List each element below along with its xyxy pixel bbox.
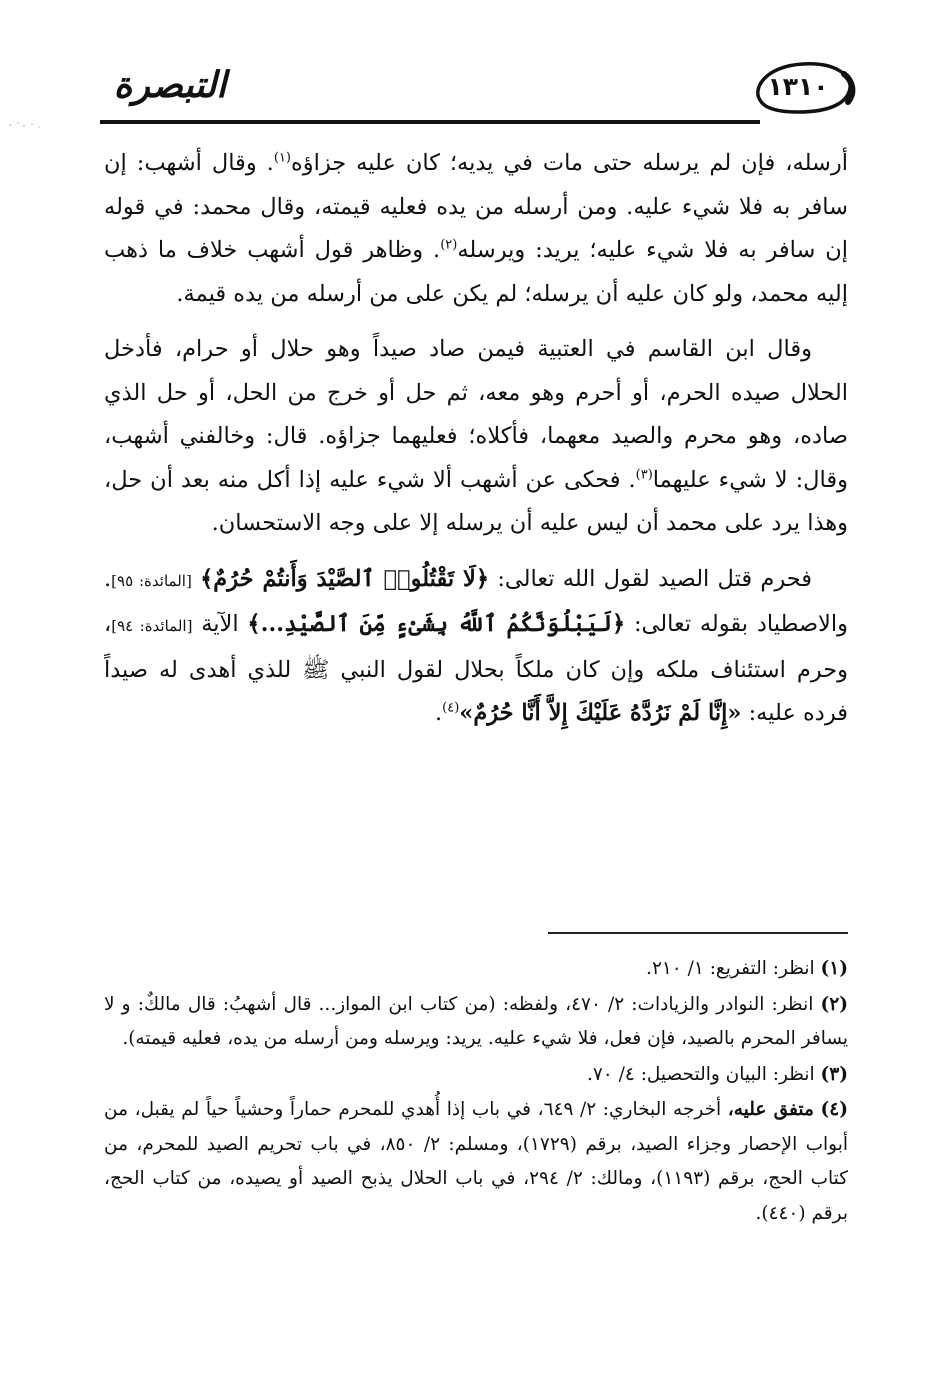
footnote-text: أخرجه البخاري: ٢/ ٦٤٩، في باب إذا أُهدي للمحرم حماراً وحشياً حياً لم يقبل، من أبواب الإحصار وجزاء الصيد، برقم (١٧٢٩)، ومسلم: ٢/ ٨٥٠، في باب تحريم الصيد للمحرم، من كتاب الحج، برقم (١١٩٣)، ومالك: ٢/ ٢٩٤، في باب الحلال يذبح الصيد أو يصيده، من كتاب الحج، برقم (٤٤٠). bbox=[104, 1099, 849, 1224]
scan-margin-specks bbox=[6, 115, 48, 135]
verse-reference-1: [المائدة: ٩٥] bbox=[111, 571, 192, 590]
paragraph-1-part-a: أرسله، فإن لم يرسله حتى مات في يديه؛ كان عليه جزاؤه bbox=[290, 150, 849, 176]
footnote-text: انظر: البيان والتحصيل: ٤/ ٧٠. bbox=[586, 1063, 815, 1085]
hadith-quote-open: « bbox=[727, 700, 742, 726]
paragraph-2 bbox=[104, 328, 848, 546]
quran-verse-1: لَا تَقْتُلُوا۟ ٱلصَّيْدَ وَأَنتُمْ حُرُمٌ bbox=[213, 565, 476, 592]
hadith-text: إِنَّا لَمْ نَرُدَّهُ عَلَيْكَ إِلاَّ أَنَّا حُرُمٌ bbox=[473, 700, 728, 726]
footnote-ref-4[interactable]: (٤) bbox=[442, 700, 460, 716]
footnote-1 bbox=[104, 952, 848, 987]
footnotes bbox=[104, 952, 848, 1232]
paragraph-3 bbox=[104, 558, 848, 736]
page-number-badge bbox=[748, 58, 858, 116]
header-rule bbox=[100, 120, 760, 124]
paragraph-1-part-b: . وقال أشهب: إن سافر به فلا شيء عليه. ومن أرسله من يده فعليه قيمته، وقال محمد: في قوله إن سافر به فلا شيء عليه؛ يريد: ويرسله bbox=[104, 150, 849, 263]
footnote-ref-3[interactable]: (٣) bbox=[635, 467, 653, 482]
footnote-number: (١) bbox=[820, 958, 848, 979]
quran-bracket-close: ﴾ bbox=[200, 565, 214, 592]
footnote-lead: متفق عليه، bbox=[727, 1099, 814, 1120]
quran-verse-2: لَيَبْلُوَنَّكُمُ ٱللَّهُ بِشَىْءٍ مِّنَ ٱلصَّيْدِ... bbox=[260, 611, 612, 637]
hadith-quote-close: » bbox=[459, 700, 474, 726]
paragraph-gap bbox=[104, 316, 848, 328]
quran-bracket-open: ﴿ bbox=[475, 565, 490, 592]
paragraph-3-part-a: فحرم قتل الصيد لقول الله تعالى: bbox=[497, 565, 813, 592]
verse-label: الآية bbox=[201, 611, 239, 637]
paragraph-gap bbox=[104, 546, 848, 558]
verse-reference-2: [المائدة: ٩٤] bbox=[111, 617, 193, 635]
page-number: ١٣١٠ bbox=[767, 72, 829, 101]
footnote-ref-1[interactable]: (١) bbox=[273, 150, 291, 166]
main-text bbox=[104, 142, 848, 736]
footnote-number: (٣) bbox=[820, 1063, 848, 1085]
paragraph-1-part-c: . وظاهر قول أشهب خلاف ما ذهب إليه محمد، ولو كان عليه أن يرسله؛ لم يكن على من أرسله من يده قيمة. bbox=[104, 237, 848, 307]
paragraph-3-part-b: . والاصطياد بقوله تعالى: bbox=[104, 565, 849, 637]
footnote-3 bbox=[104, 1058, 848, 1093]
footnote-2 bbox=[104, 988, 848, 1057]
quran-bracket-open: ﴿ bbox=[611, 611, 626, 637]
footnote-4 bbox=[104, 1093, 848, 1231]
footnote-number: (٤) bbox=[820, 1099, 848, 1120]
footnote-number: (٢) bbox=[820, 993, 848, 1015]
footnote-text: انظر: التفريع: ١/ ٢١٠. bbox=[646, 958, 815, 979]
footnote-ref-2[interactable]: (٢) bbox=[440, 237, 458, 253]
paragraph-3-part-e: . bbox=[434, 700, 443, 726]
footnote-text: انظر: النوادر والزيادات: ٢/ ٤٧٠، ولفظه: (من كتاب ابن المواز... قال أشهبُ: قال مالكٌ: و لا يسافر المحرم بالصيد، فإن فعل، فلا شيء عليه. يريد: ويرسله ومن أرسله من يده، فعليه قيمته). bbox=[104, 993, 848, 1049]
paragraph-1 bbox=[104, 142, 848, 316]
paragraph-2-part-b: . فحكى عن أشهب ألا شيء عليه إذا أكل منه بعد أن حل، وهذا يرد على محمد أن ليس عليه أن يرسله إلا على وجه الاستحسان. bbox=[104, 466, 848, 536]
footnote-separator bbox=[548, 932, 848, 934]
paragraph-3-part-d: ، وحرم استئناف ملكه وإن كان ملكاً بحلال لقول النبي ﷺ للذي أهدى له صيداً فرده عليه: bbox=[104, 611, 848, 726]
page-header bbox=[0, 40, 938, 130]
paragraph-2-part-a: وقال ابن القاسم في العتبية فيمن صاد صيداً وهو حلال أو حرام، فأدخل الحلال صيده الحرم، أو أحرم وهو معه، ثم حل أو خرج من الحل، أو حل الذي صاده، وهو محرم والصيد معهما، فأكلاه؛ فعليهما جزاؤه. قال: وخالفني أشهب، وقال: لا شيء عليهما bbox=[104, 336, 848, 493]
running-title: التبصرة bbox=[113, 65, 227, 106]
quran-bracket-close: ﴾ bbox=[247, 611, 261, 637]
